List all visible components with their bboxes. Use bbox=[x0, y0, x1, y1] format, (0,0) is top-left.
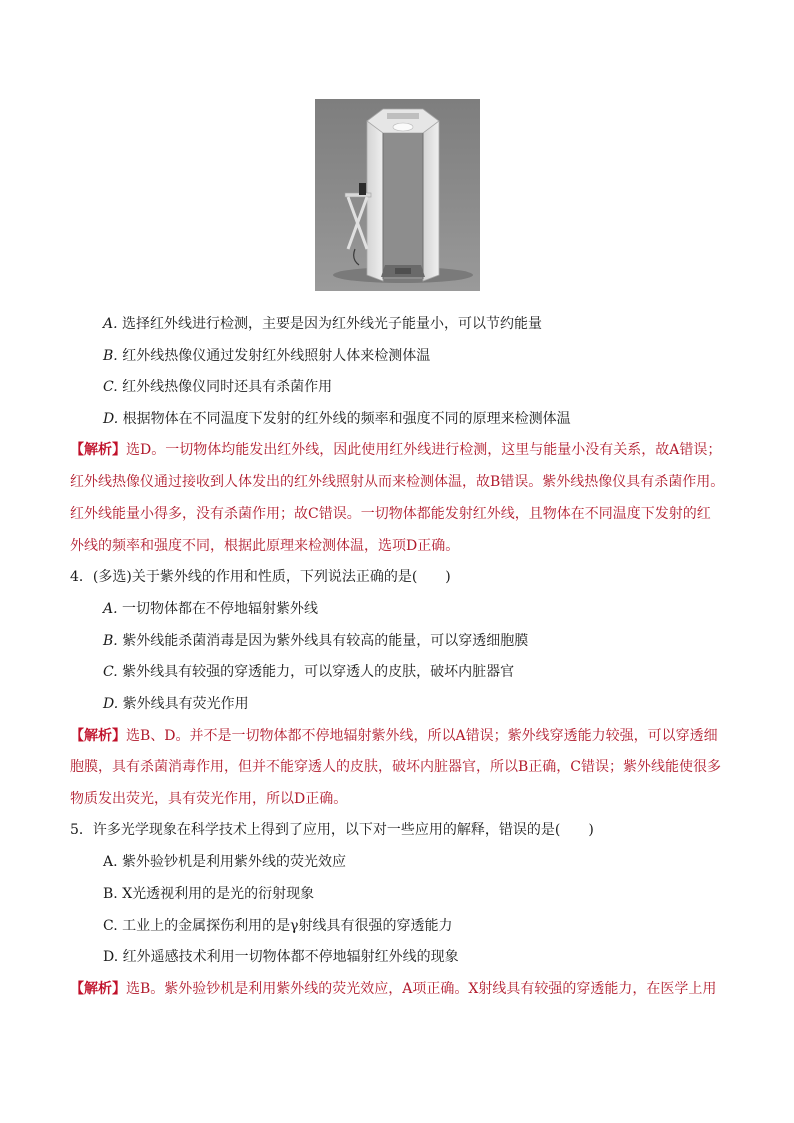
q3-analysis-line-4: 外线的频率和强度不同，根据此原理来检测体温，选项D正确。 bbox=[70, 538, 460, 554]
q3-analysis-line-1: 【解析】选D。一切物体均能发出红外线，因此使用红外线进行检测，这里与能量小没有关系，故A错误； bbox=[70, 442, 722, 458]
q4-option-c: C. 紫外线具有较强的穿透能力，可以穿透人的皮肤，破坏内脏器官 bbox=[103, 664, 515, 680]
q5-option-a: A. 紫外验钞机是利用紫外线的荧光效应 bbox=[103, 854, 347, 870]
q4-analysis-line-2: 胞膜，具有杀菌消毒作用，但并不能穿透人的皮肤，破坏内脏器官，所以B正确，C错误；紫外线能使很多 bbox=[70, 759, 721, 775]
q3-option-b: B. 红外线热像仪通过发射红外线照射人体来检测体温 bbox=[103, 348, 431, 364]
thermal-scanner-gate-image bbox=[315, 99, 480, 291]
analysis-label: 【解析】 bbox=[70, 728, 126, 744]
analysis-label: 【解析】 bbox=[70, 442, 126, 458]
q5-analysis-line-1: 【解析】选B。紫外验钞机是利用紫外线的荧光效应，A项正确。X射线具有较强的穿透能力，在医学上用 bbox=[70, 981, 717, 997]
q3-analysis-line-3: 红外线能量小得多，没有杀菌作用；故C错误。一切物体都能发射红外线，且物体在不同温度下发射的红 bbox=[70, 506, 711, 522]
analysis-label: 【解析】 bbox=[70, 981, 126, 997]
q5-stem: 5．许多光学现象在科学技术上得到了应用，以下对一些应用的解释，错误的是( ) bbox=[70, 822, 594, 838]
q3-option-d: D. 根据物体在不同温度下发射的红外线的频率和强度不同的原理来检测体温 bbox=[103, 411, 571, 427]
q4-analysis-line-1: 【解析】选B、D。并不是一切物体都不停地辐射紫外线，所以A错误；紫外线穿透能力较强，可以穿透细 bbox=[70, 728, 718, 744]
q4-stem: 4．(多选)关于紫外线的作用和性质，下列说法正确的是( ) bbox=[70, 569, 451, 585]
q3-analysis-line-2: 红外线热像仪通过接收到人体发出的红外线照射从而来检测体温，故B错误。紫外线热像仪具有杀菌作用。 bbox=[70, 474, 725, 490]
q4-option-a: A. 一切物体都在不停地辐射紫外线 bbox=[103, 601, 319, 617]
q4-option-b: B. 紫外线能杀菌消毒是因为紫外线具有较高的能量，可以穿透细胞膜 bbox=[103, 633, 529, 649]
q5-option-b: B. X光透视利用的是光的衍射现象 bbox=[103, 886, 315, 902]
q5-option-c: C. 工业上的金属探伤利用的是γ射线具有很强的穿透能力 bbox=[103, 918, 453, 934]
q4-analysis-line-3: 物质发出荧光，具有荧光作用，所以D正确。 bbox=[70, 791, 348, 807]
q4-option-d: D. 紫外线具有荧光作用 bbox=[103, 696, 249, 712]
q5-option-d: D. 红外遥感技术利用一切物体都不停地辐射红外线的现象 bbox=[103, 949, 459, 965]
q3-option-c: C. 红外线热像仪同时还具有杀菌作用 bbox=[103, 379, 333, 395]
q3-option-a: A. 选择红外线进行检测，主要是因为红外线光子能量小，可以节约能量 bbox=[103, 316, 543, 332]
